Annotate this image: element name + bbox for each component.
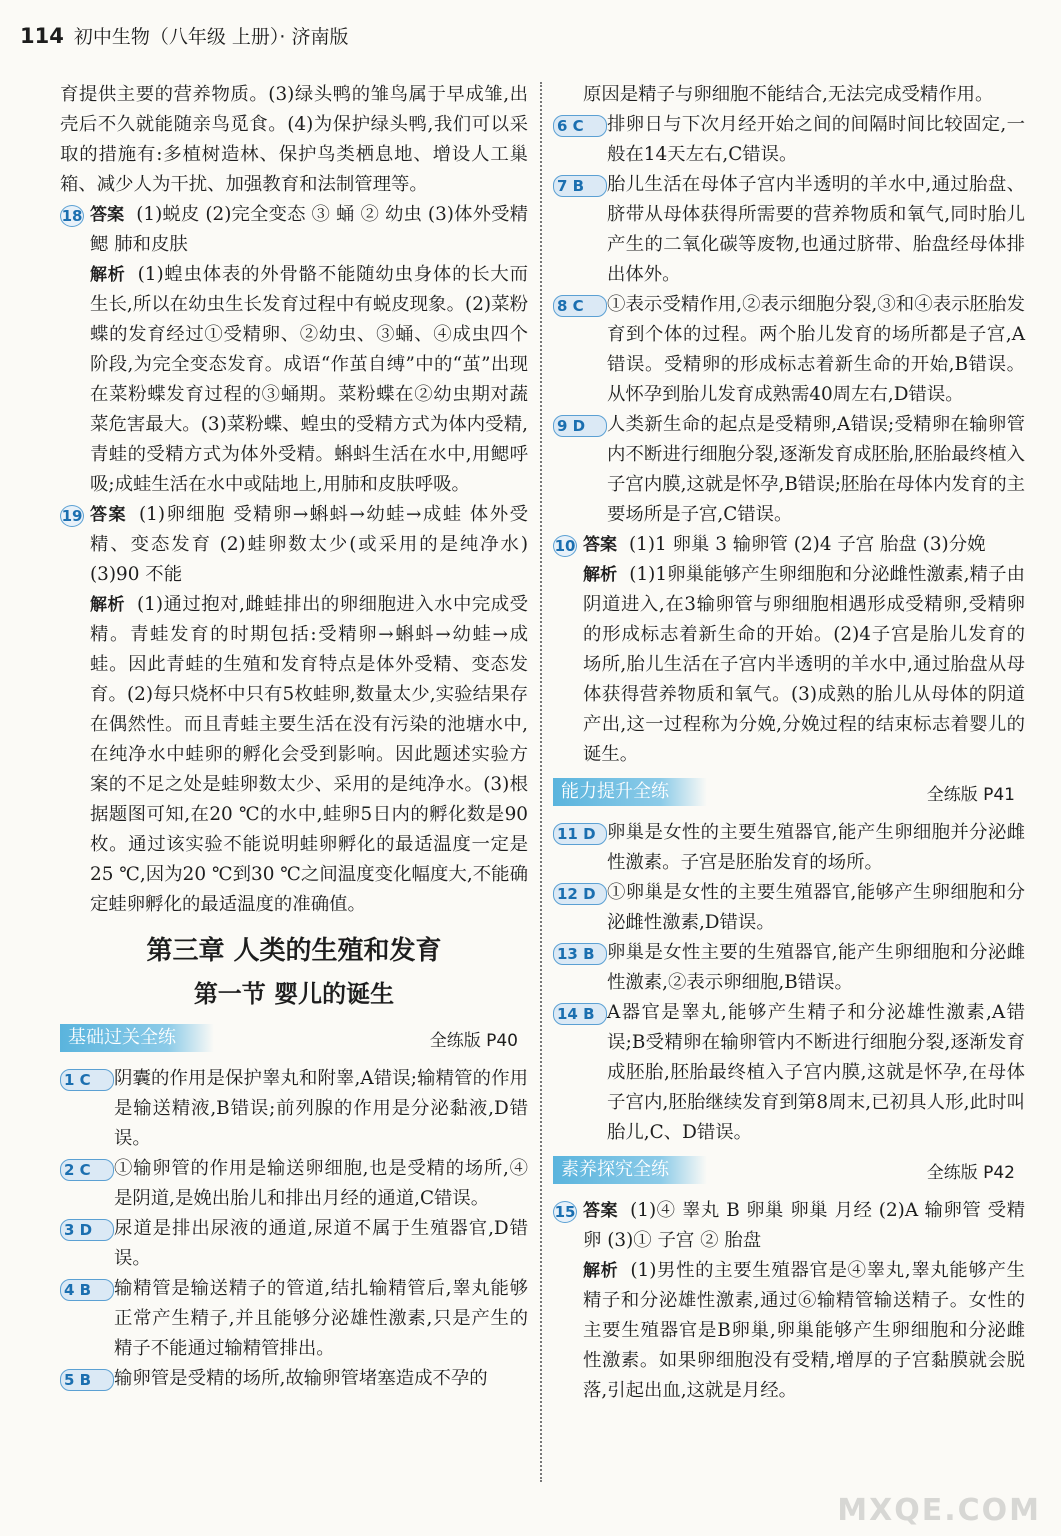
banner-page-ref: 全练版 P41 [926,785,1015,805]
question-number: 14 B [553,1003,607,1025]
answer-item [60,1274,528,1364]
answer-label: 答案 [583,1201,619,1221]
question-number: 15 [554,1203,576,1221]
page-header [20,22,348,56]
book-title: 初中生物（八年级 上册）· 济南版 [73,26,349,48]
section-banner-inquiry [553,1152,1025,1188]
question-number: 10 [554,537,576,555]
answer-item [60,1364,528,1394]
answer-item [553,878,1025,938]
explanation-label: 解析 [90,595,125,615]
answer-list-a [553,110,1025,530]
answer-text: 尿道是排出尿液的通道,尿道不属于生殖器官,D错误。 [114,1218,528,1269]
answer-text: (1)④ 睾丸 B 卵巢 卵巢 月经 (2)A 输卵管 受精卵 (3)① 子宫 ② 胎盘 [583,1200,1025,1251]
question-number: 3 D [60,1219,114,1241]
section-banner-basic [60,1020,528,1056]
question-number: 7 B [553,175,607,197]
answer-text: ①表示受精作用,②表示细胞分裂,③和④表示胚胎发育到个体的过程。两个胎儿发育的场所都是子宫,A错误。受精卵的形成标志着新生命的开始,B错误。从怀孕到胎儿发育成熟需40周左右,D错误。 [607,294,1025,405]
right-column [553,80,1025,1406]
answer-item [553,818,1025,878]
explanation-text: (1)蝗虫体表的外骨骼不能随幼虫身体的长大而生长,所以在幼虫生长发育过程中有蜕皮现象。(2)菜粉蝶的发育经过①受精卵、②幼虫、③蛹、④成虫四个阶段,为完全变态发育。成语“作茧自缚”中的“茧”出现在菜粉蝶发育过程的③蛹期。菜粉蝶在②幼虫期对蔬菜危害最大。(3)菜粉蝶、蝗虫的受精方式为体内受精,青蛙的受精方式为体外受精。蝌蚪生活在水中,用鳃呼吸;成蛙生活在水中或陆地上,用肺和皮肤呼吸。 [90,264,528,495]
explanation-10 [553,560,1025,770]
answer-item [553,170,1025,290]
question-19 [60,500,528,590]
answer-label: 答案 [90,505,127,525]
answer-text: ①输卵管的作用是输送卵细胞,也是受精的场所,④是阴道,是娩出胎儿和排出月经的通道,C错误。 [114,1158,528,1209]
explanation-18 [60,260,528,500]
question-number: 5 B [60,1369,114,1391]
section-title: 第一节 婴儿的诞生 [193,980,395,1008]
answer-text: A器官是睾丸,能够产生精子和分泌雄性激素,A错误;B受精卵在输卵管内不断进行细胞分裂,逐渐发育成胚胎,胚胎最终植入子宫内膜,这就是怀孕,在母体子宫内,胚胎继续发育到第8周末,已初具人形,此时叫胎儿,C、D错误。 [607,1002,1025,1143]
answer-item [60,1154,528,1214]
question-number: 11 D [553,823,607,845]
question-number: 9 D [553,415,607,437]
question-number: 2 C [60,1159,114,1181]
answer-label: 答案 [583,535,617,555]
question-number: 13 B [553,943,607,965]
answer-text: (1)蜕皮 (2)完全变态 ③ 蛹 ② 幼虫 (3)体外受精 鳃 肺和皮肤 [90,204,528,255]
chapter-title: 第三章 人类的生殖和发育 [146,936,442,966]
explanation-text: (1)通过抱对,雌蛙排出的卵细胞进入水中完成受精。青蛙发育的时期包括:受精卵→蝌蚪→幼蛙→成蛙。因此青蛙的生殖和发育特点是体外受精、变态发育。(2)每只烧杯中只有5枚蛙卵,数量太少,实验结果存在偶然性。而且青蛙主要生活在没有污染的池塘水中,在纯净水中蛙卵的孵化会受到影响。因此题述实验方案的不足之处是蛙卵数太少、采用的是纯净水。(3)根据题图可知,在20 ℃的水中,蛙卵5日内的孵化数是90枚。通过该实验不能说明蛙卵孵化的最适温度一定是25 ℃,因为20 ℃到30 ℃之间温度变化幅度大,不能确定蛙卵孵化的最适温度的准确值。 [90,594,529,915]
answer-item [553,110,1025,170]
question-number: 4 B [60,1279,114,1301]
question-number: 1 C [60,1069,114,1091]
answer-list-basic [60,1064,528,1394]
answer-text: 卵巢是女性的主要生殖器官,能产生卵细胞并分泌雌性激素。子宫是胚胎发育的场所。 [607,822,1025,873]
banner-page-ref: 全练版 P40 [429,1031,518,1051]
question-number: 8 C [553,295,607,317]
answer-item [60,1214,528,1274]
question-15 [553,1196,1025,1256]
answer-item [60,1064,528,1154]
explanation-19 [60,590,528,920]
banner-label: 基础过关全练 [60,1024,214,1052]
answer-item [553,410,1025,530]
explanation-label: 解析 [583,1261,619,1281]
answer-text: 胎儿生活在母体子宫内半透明的羊水中,通过胎盘、脐带从母体获得所需要的营养物质和氧气,同时胎儿产生的二氧化碳等废物,也通过脐带、胎盘经母体排出体外。 [607,174,1025,285]
continued-text: 原因是精子与卵细胞不能结合,无法完成受精作用。 [583,84,994,105]
column-divider [540,82,542,1482]
answer-text: 排卵日与下次月经开始之间的间隔时间比较固定,一般在14天左右,C错误。 [607,114,1025,165]
answer-label: 答案 [90,205,125,225]
answer-item [553,290,1025,410]
page-number: 114 [20,24,64,48]
explanation-label: 解析 [583,565,618,585]
section-banner-ability [553,774,1025,810]
continued-text: 育提供主要的营养物质。(3)绿头鸭的雏鸟属于早成雏,出壳后不久就能随亲鸟觅食。(4)为保护绿头鸭,我们可以采取的措施有:多植树造林、保护鸟类栖息地、增设人工巢箱、减少人为干扰、加强教育和法制管理等。 [60,84,528,195]
answer-item [553,938,1025,998]
question-number: 19 [61,507,83,525]
question-number: 12 D [553,883,607,905]
banner-label: 能力提升全练 [553,778,707,806]
explanation-text: (1)1卵巢能够产生卵细胞和分泌雌性激素,精子由阴道进入,在3输卵管与卵细胞相遇形成受精卵,受精卵的形成标志着新生命的开始。(2)4子宫是胎儿发育的场所,胎儿生活在子宫内半透明的羊水中,通过胎盘从母体获得营养物质和氧气。(3)成熟的胎儿从母体的阴道产出,这一过程称为分娩,分娩过程的结束标志着婴儿的诞生。 [583,564,1025,765]
banner-page-ref: 全练版 P42 [926,1163,1015,1183]
question-18 [60,200,528,260]
left-column [60,80,528,1394]
question-number: 18 [61,207,83,225]
explanation-15 [553,1256,1025,1406]
answer-text: 输精管是输送精子的管道,结扎输精管后,睾丸能够正常产生精子,并且能够分泌雄性激素,只是产生的精子不能通过输精管排出。 [114,1278,528,1359]
question-number: 6 C [553,115,607,137]
explanation-label: 解析 [90,265,126,285]
answer-text: ①卵巢是女性的主要生殖器官,能够产生卵细胞和分泌雌性激素,D错误。 [607,882,1025,933]
answer-item [553,998,1025,1148]
explanation-text: (1)男性的主要生殖器官是④睾丸,睾丸能够产生精子和分泌雄性激素,通过⑥输精管输送精子。女性的主要生殖器官是B卵巢,卵巢能够产生卵细胞和分泌雌性激素。如果卵细胞没有受精,增厚的子宫黏膜就会脱落,引起出血,这就是月经。 [583,1260,1026,1401]
answer-text: 输卵管是受精的场所,故输卵管堵塞造成不孕的 [114,1368,488,1389]
answer-text: 阴囊的作用是保护睾丸和附睾,A错误;输精管的作用是输送精液,B错误;前列腺的作用是分泌黏液,D错误。 [114,1068,528,1149]
answer-text: (1)卵细胞 受精卵→蝌蚪→幼蛙→成蛙 体外受精、变态发育 (2)蛙卵数太少(或采用的是纯净水) (3)90 不能 [90,504,529,585]
answer-text: (1)1 卵巢 3 输卵管 (2)4 子宫 胎盘 (3)分娩 [629,534,986,555]
question-10 [553,530,1025,560]
answer-list-b [553,818,1025,1148]
watermark: MXQE.COM [837,1493,1041,1528]
answer-text: 人类新生命的起点是受精卵,A错误;受精卵在输卵管内不断进行细胞分裂,逐渐发育成胚胎,胚胎最终植入子宫内膜,这就是怀孕,B错误;胚胎在母体内发育的主要场所是子宫,C错误。 [607,414,1025,525]
answer-text: 卵巢是女性主要的生殖器官,能产生卵细胞和分泌雌性激素,②表示卵细胞,B错误。 [607,942,1025,993]
banner-label: 素养探究全练 [553,1156,707,1184]
